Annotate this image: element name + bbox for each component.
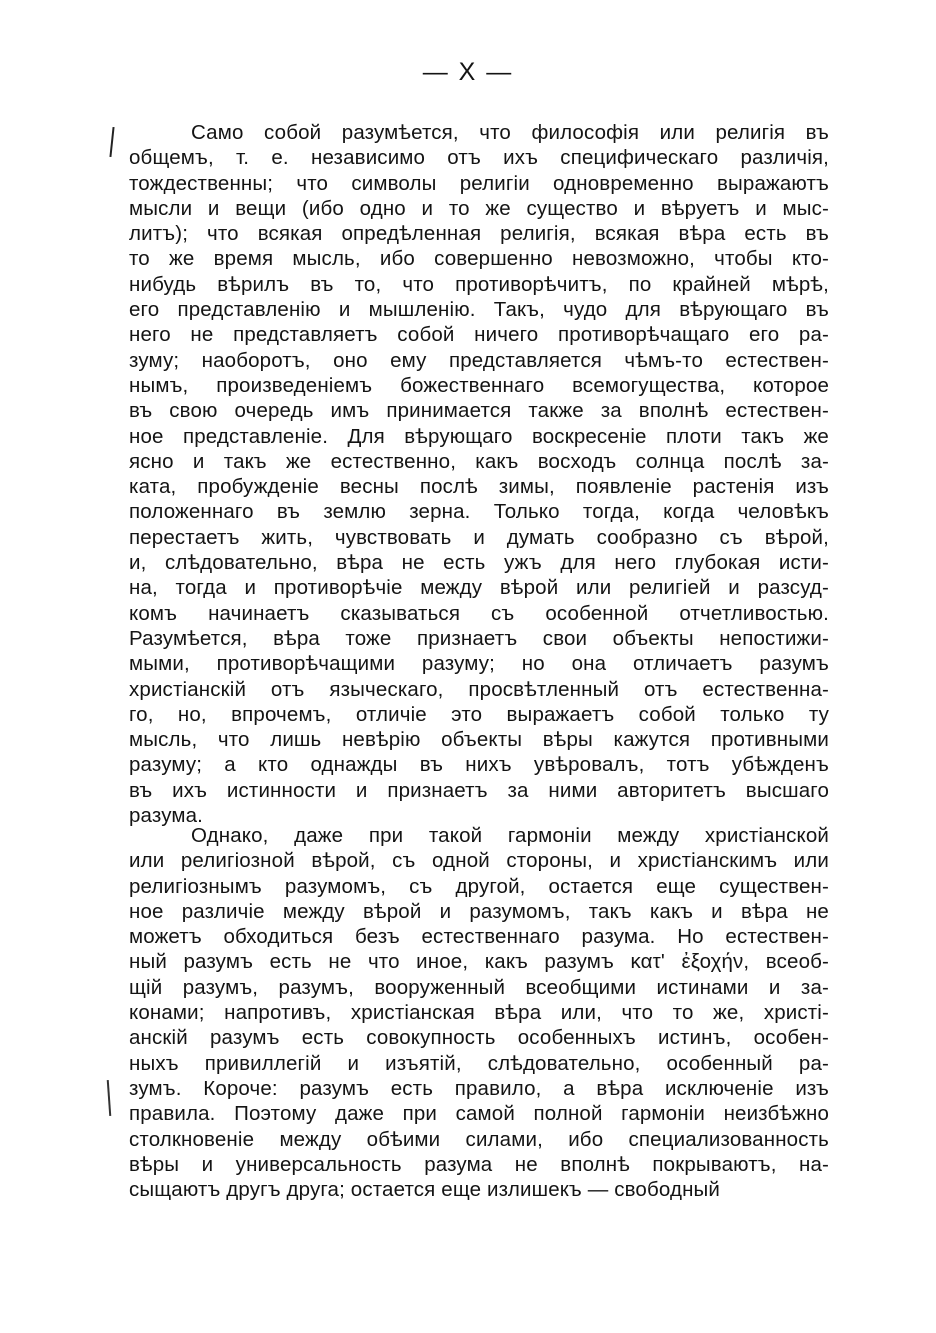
- text-line: литъ); что всякая опредѣленная религія, всякая вѣра есть въ: [129, 222, 829, 246]
- text-line: го, но, впрочемъ, отличіе это выражаетъ собой только ту: [129, 702, 829, 726]
- margin-pencil-mark: [109, 127, 114, 157]
- text-line: можетъ обходиться безъ естественнаго разума. Но естествен-: [129, 925, 829, 949]
- text-line: его представленію и мышленію. Такъ, чудо для вѣрующаго въ: [129, 298, 829, 322]
- page-number: — X —: [422, 58, 514, 86]
- text-line: перестаетъ жить, чувствовать и думать сообразно съ вѣрой,: [129, 525, 829, 549]
- paragraph-2: [129, 823, 829, 1202]
- text-line: ясно и такъ же естественно, какъ восходъ солнца послѣ за-: [129, 449, 829, 473]
- text-line: общемъ, т. е. независимо отъ ихъ специфическаго различія,: [129, 146, 829, 170]
- text-line: мыми, противорѣчащими разуму; но она отличаетъ разумъ: [129, 652, 829, 676]
- text-line: разуму; а кто однажды въ нихъ увѣровалъ, тотъ убѣжденъ: [129, 753, 829, 777]
- text-line: Однако, даже при такой гармоніи между христіанской: [191, 824, 829, 847]
- text-line: разума.: [129, 804, 204, 828]
- text-line: въ свою очередь имъ принимается также за вполнѣ естествен-: [129, 399, 829, 423]
- text-line: Само собой разумѣется, что философія или религія въ: [191, 121, 829, 144]
- text-line: на, тогда и противорѣчіе между вѣрой или религіей и разсуд-: [129, 576, 829, 600]
- text-line: положеннаго въ землю зерна. Только тогда, когда человѣкъ: [129, 500, 829, 524]
- text-line: вѣры и универсальность разума не вполнѣ покрываютъ, на-: [129, 1152, 829, 1176]
- text-line: правила. Поэтому даже при самой полной гармоніи неизбѣжно: [129, 1102, 829, 1126]
- text-line: мысль, что лишь невѣрію объекты вѣры кажутся противными: [129, 728, 829, 752]
- text-line: столкновеніе между обѣими силами, ибо специализованность: [129, 1127, 829, 1151]
- text-line: въ ихъ истинности и признаетъ за ними авторитетъ высшаго: [129, 778, 829, 802]
- text-line: него не представляетъ собой ничего противорѣчащаго его ра-: [129, 323, 829, 347]
- paragraph-1: [129, 120, 829, 828]
- text-line: комъ начинаетъ сказываться съ особенной отчетливостью.: [129, 601, 829, 625]
- text-line: или религіозной вѣрой, съ одной стороны, и христіанскимъ или: [129, 849, 829, 873]
- text-line: Разумѣется, вѣра тоже признаетъ свои объекты непостижи-: [129, 626, 829, 650]
- text-line: щій разумъ, разумъ, вооруженный всеобщими истинами и за-: [129, 975, 829, 999]
- text-line: то же время мысль, ибо совершенно невозможно, чтобы кто-: [129, 247, 829, 271]
- text-line: конами; напротивъ, христіанская вѣра или, что то же, христі-: [129, 1001, 829, 1025]
- text-line: нымъ, произведеніемъ божественнаго всемогущества, которое: [129, 373, 829, 397]
- text-line: религіознымъ разумомъ, съ другой, остается еще существен-: [129, 874, 829, 898]
- text-line: ката, пробужденіе весны послѣ зимы, появленіе растенія изъ: [129, 475, 829, 499]
- text-line: ныхъ привиллегій и изъятій, слѣдовательно, особенный ра-: [129, 1051, 829, 1075]
- text-line: сыщаютъ другъ друга; остается еще излишекъ — свободный: [129, 1178, 721, 1202]
- text-line: анскій разумъ есть совокупность особенныхъ истинъ, особен-: [129, 1026, 829, 1050]
- text-line: зумъ. Короче: разумъ есть правило, а вѣра исключеніе изъ: [129, 1076, 829, 1100]
- margin-pencil-mark: [107, 1080, 111, 1116]
- text-line: и, слѣдовательно, вѣра не есть ужъ для него глубокая исти-: [129, 551, 829, 575]
- text-line: ное представленіе. Для вѣрующаго воскресеніе плоти такъ же: [129, 424, 829, 448]
- text-line: тождественны; что символы религіи одновременно выражаютъ: [129, 171, 829, 195]
- text-line: христіанскій отъ языческаго, просвѣтленный отъ естественна-: [129, 677, 829, 701]
- text-line: ное различіе между вѣрой и разумомъ, такъ какъ и вѣра не: [129, 899, 829, 923]
- text-line: ный разумъ есть не что иное, какъ разумъ κατ' ἐξοχήν, всеоб-: [129, 950, 829, 974]
- text-line: мысли и вещи (ибо одно и то же существо и вѣруетъ и мыс-: [129, 196, 829, 220]
- text-line: нибудь вѣрилъ въ то, что противорѣчитъ, по крайней мѣрѣ,: [129, 272, 829, 296]
- text-line: зуму; наоборотъ, оно ему представляется чѣмъ-то естествен-: [129, 348, 829, 372]
